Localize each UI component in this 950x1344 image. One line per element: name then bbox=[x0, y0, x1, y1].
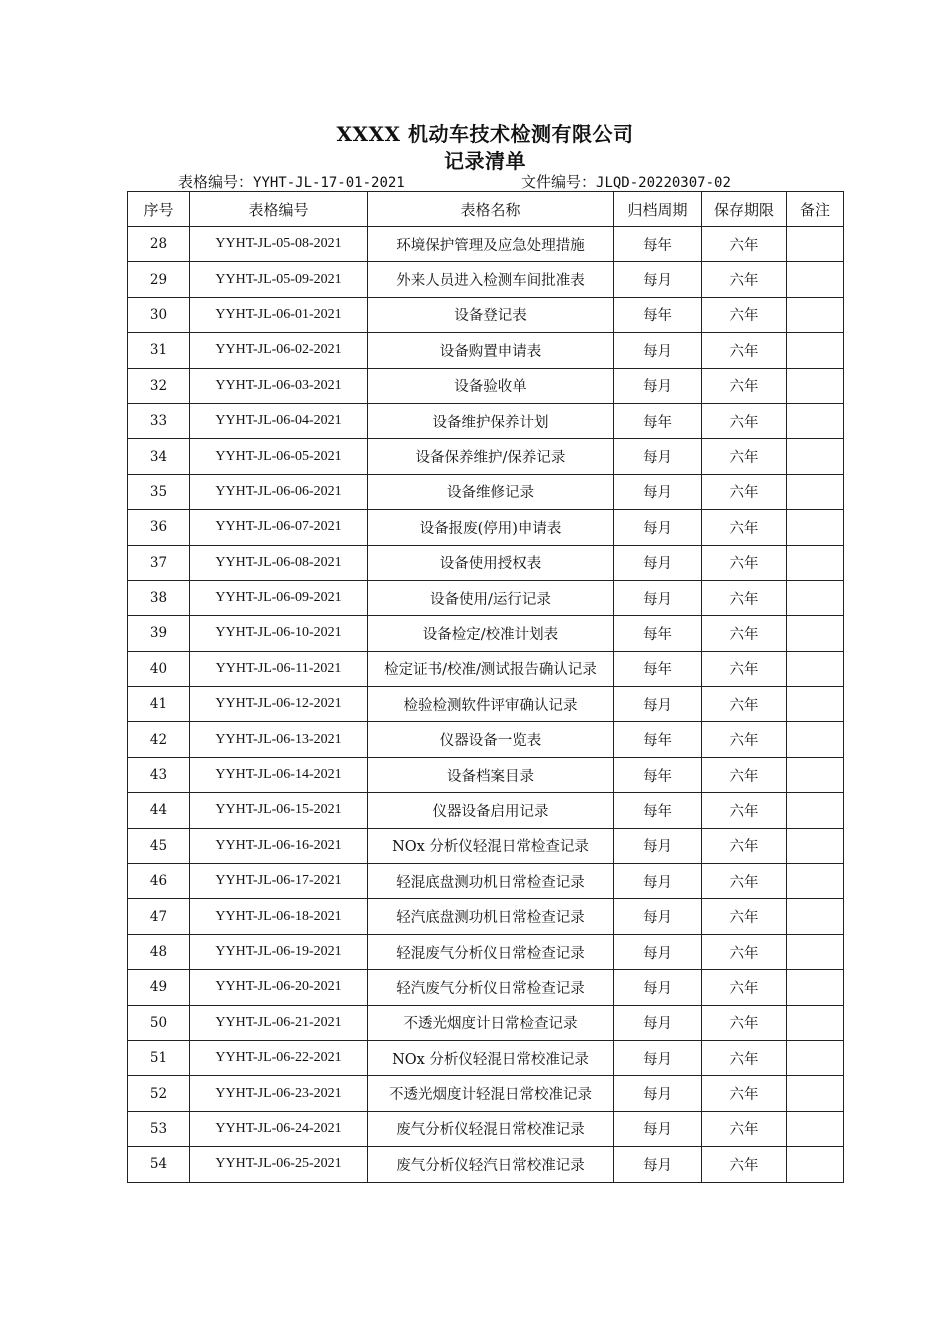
cell-seq: 45 bbox=[128, 828, 190, 863]
cell-form-code: YYHT-JL-06-03-2021 bbox=[190, 368, 368, 403]
cell-form-name: 环境保护管理及应急处理措施 bbox=[368, 227, 614, 262]
cell-seq: 36 bbox=[128, 510, 190, 545]
cell-archive-cycle: 每月 bbox=[614, 1040, 702, 1075]
cell-archive-cycle: 每月 bbox=[614, 439, 702, 474]
cell-archive-cycle: 每月 bbox=[614, 1076, 702, 1111]
cell-form-name: 设备检定/校准计划表 bbox=[368, 616, 614, 651]
table-row bbox=[128, 793, 844, 828]
table-row bbox=[128, 899, 844, 934]
cell-remarks bbox=[787, 1111, 844, 1146]
column-header-remarks: 备注 bbox=[787, 192, 844, 227]
cell-retention: 六年 bbox=[702, 510, 787, 545]
cell-seq: 44 bbox=[128, 793, 190, 828]
cell-remarks bbox=[787, 970, 844, 1005]
cell-retention: 六年 bbox=[702, 1111, 787, 1146]
file-number-value: JLQD-20220307-02 bbox=[596, 175, 731, 191]
cell-form-code: YYHT-JL-06-21-2021 bbox=[190, 1005, 368, 1040]
cell-archive-cycle: 每月 bbox=[614, 934, 702, 969]
cell-form-code: YYHT-JL-06-09-2021 bbox=[190, 580, 368, 615]
cell-form-name: 轻混底盘测功机日常检查记录 bbox=[368, 864, 614, 899]
table-row bbox=[128, 474, 844, 509]
cell-archive-cycle: 每月 bbox=[614, 333, 702, 368]
cell-form-code: YYHT-JL-06-11-2021 bbox=[190, 651, 368, 686]
cell-form-name: 设备档案目录 bbox=[368, 757, 614, 792]
file-number-label: 文件编号： bbox=[521, 173, 597, 191]
cell-retention: 六年 bbox=[702, 687, 787, 722]
table-row bbox=[128, 1040, 844, 1075]
cell-seq: 49 bbox=[128, 970, 190, 1005]
table-row bbox=[128, 651, 844, 686]
cell-form-code: YYHT-JL-05-09-2021 bbox=[190, 262, 368, 297]
cell-remarks bbox=[787, 510, 844, 545]
cell-archive-cycle: 每月 bbox=[614, 899, 702, 934]
cell-form-name: 废气分析仪轻混日常校准记录 bbox=[368, 1111, 614, 1146]
table-row bbox=[128, 722, 844, 757]
table-row bbox=[128, 403, 844, 438]
table-row bbox=[128, 828, 844, 863]
cell-remarks bbox=[787, 651, 844, 686]
cell-form-code: YYHT-JL-06-07-2021 bbox=[190, 510, 368, 545]
cell-seq: 29 bbox=[128, 262, 190, 297]
cell-archive-cycle: 每月 bbox=[614, 510, 702, 545]
cell-remarks bbox=[787, 1005, 844, 1040]
cell-remarks bbox=[787, 899, 844, 934]
cell-retention: 六年 bbox=[702, 333, 787, 368]
cell-seq: 28 bbox=[128, 227, 190, 262]
cell-remarks bbox=[787, 687, 844, 722]
cell-form-code: YYHT-JL-05-08-2021 bbox=[190, 227, 368, 262]
cell-seq: 53 bbox=[128, 1111, 190, 1146]
cell-retention: 六年 bbox=[702, 864, 787, 899]
cell-form-name: 不透光烟度计轻混日常校准记录 bbox=[368, 1076, 614, 1111]
cell-seq: 54 bbox=[128, 1147, 190, 1182]
cell-remarks bbox=[787, 828, 844, 863]
table-row bbox=[128, 439, 844, 474]
cell-form-name: 设备维护保养计划 bbox=[368, 403, 614, 438]
cell-archive-cycle: 每年 bbox=[614, 651, 702, 686]
cell-retention: 六年 bbox=[702, 545, 787, 580]
cell-retention: 六年 bbox=[702, 1147, 787, 1182]
cell-retention: 六年 bbox=[702, 580, 787, 615]
cell-form-code: YYHT-JL-06-15-2021 bbox=[190, 793, 368, 828]
cell-retention: 六年 bbox=[702, 899, 787, 934]
cell-form-name: 设备保养维护/保养记录 bbox=[368, 439, 614, 474]
cell-form-code: YYHT-JL-06-10-2021 bbox=[190, 616, 368, 651]
cell-seq: 51 bbox=[128, 1040, 190, 1075]
cell-archive-cycle: 每年 bbox=[614, 403, 702, 438]
cell-form-code: YYHT-JL-06-18-2021 bbox=[190, 899, 368, 934]
cell-remarks bbox=[787, 368, 844, 403]
cell-archive-cycle: 每月 bbox=[614, 1147, 702, 1182]
cell-seq: 47 bbox=[128, 899, 190, 934]
table-row bbox=[128, 934, 844, 969]
column-header-retention: 保存期限 bbox=[702, 192, 787, 227]
cell-archive-cycle: 每月 bbox=[614, 864, 702, 899]
cell-retention: 六年 bbox=[702, 757, 787, 792]
cell-remarks bbox=[787, 1147, 844, 1182]
cell-form-name: 检验检测软件评审确认记录 bbox=[368, 687, 614, 722]
cell-form-code: YYHT-JL-06-13-2021 bbox=[190, 722, 368, 757]
cell-form-name: 设备报废(停用)申请表 bbox=[368, 510, 614, 545]
cell-form-code: YYHT-JL-06-23-2021 bbox=[190, 1076, 368, 1111]
cell-form-name: 轻汽底盘测功机日常检查记录 bbox=[368, 899, 614, 934]
cell-form-name: 设备使用授权表 bbox=[368, 545, 614, 580]
file-number bbox=[521, 171, 731, 192]
cell-retention: 六年 bbox=[702, 474, 787, 509]
cell-seq: 33 bbox=[128, 403, 190, 438]
cell-remarks bbox=[787, 757, 844, 792]
cell-remarks bbox=[787, 793, 844, 828]
cell-retention: 六年 bbox=[702, 227, 787, 262]
cell-form-name: 设备使用/运行记录 bbox=[368, 580, 614, 615]
cell-retention: 六年 bbox=[702, 1005, 787, 1040]
table-row bbox=[128, 616, 844, 651]
cell-seq: 39 bbox=[128, 616, 190, 651]
cell-remarks bbox=[787, 934, 844, 969]
cell-remarks bbox=[787, 1076, 844, 1111]
cell-form-code: YYHT-JL-06-01-2021 bbox=[190, 297, 368, 332]
records-table-body bbox=[128, 227, 844, 1183]
cell-archive-cycle: 每月 bbox=[614, 828, 702, 863]
table-row bbox=[128, 864, 844, 899]
cell-form-name: 废气分析仪轻汽日常校准记录 bbox=[368, 1147, 614, 1182]
cell-form-name: 轻混废气分析仪日常检查记录 bbox=[368, 934, 614, 969]
cell-seq: 30 bbox=[128, 297, 190, 332]
cell-form-name: NOx 分析仪轻混日常检查记录 bbox=[368, 828, 614, 863]
cell-form-name: 仪器设备启用记录 bbox=[368, 793, 614, 828]
cell-seq: 42 bbox=[128, 722, 190, 757]
cell-archive-cycle: 每月 bbox=[614, 545, 702, 580]
table-row bbox=[128, 333, 844, 368]
cell-form-name: 检定证书/校准/测试报告确认记录 bbox=[368, 651, 614, 686]
table-row bbox=[128, 545, 844, 580]
cell-archive-cycle: 每月 bbox=[614, 474, 702, 509]
cell-form-code: YYHT-JL-06-12-2021 bbox=[190, 687, 368, 722]
cell-archive-cycle: 每月 bbox=[614, 687, 702, 722]
cell-archive-cycle: 每月 bbox=[614, 368, 702, 403]
table-row bbox=[128, 297, 844, 332]
cell-retention: 六年 bbox=[702, 722, 787, 757]
cell-seq: 40 bbox=[128, 651, 190, 686]
cell-retention: 六年 bbox=[702, 828, 787, 863]
cell-form-code: YYHT-JL-06-04-2021 bbox=[190, 403, 368, 438]
cell-archive-cycle: 每年 bbox=[614, 722, 702, 757]
cell-retention: 六年 bbox=[702, 793, 787, 828]
table-row bbox=[128, 580, 844, 615]
cell-form-name: 设备购置申请表 bbox=[368, 333, 614, 368]
cell-archive-cycle: 每月 bbox=[614, 262, 702, 297]
cell-archive-cycle: 每月 bbox=[614, 580, 702, 615]
cell-retention: 六年 bbox=[702, 439, 787, 474]
table-row bbox=[128, 1005, 844, 1040]
records-table bbox=[127, 191, 844, 1183]
cell-form-name: 轻汽废气分析仪日常检查记录 bbox=[368, 970, 614, 1005]
document-title: 记录清单 bbox=[444, 149, 526, 173]
column-header-archive-cycle: 归档周期 bbox=[614, 192, 702, 227]
cell-retention: 六年 bbox=[702, 616, 787, 651]
cell-form-name: 仪器设备一览表 bbox=[368, 722, 614, 757]
cell-seq: 37 bbox=[128, 545, 190, 580]
cell-form-code: YYHT-JL-06-20-2021 bbox=[190, 970, 368, 1005]
cell-retention: 六年 bbox=[702, 934, 787, 969]
cell-seq: 32 bbox=[128, 368, 190, 403]
cell-form-code: YYHT-JL-06-14-2021 bbox=[190, 757, 368, 792]
cell-form-code: YYHT-JL-06-17-2021 bbox=[190, 864, 368, 899]
cell-remarks bbox=[787, 545, 844, 580]
table-row bbox=[128, 757, 844, 792]
cell-remarks bbox=[787, 580, 844, 615]
column-header-form-name: 表格名称 bbox=[368, 192, 614, 227]
cell-form-name: 设备验收单 bbox=[368, 368, 614, 403]
cell-archive-cycle: 每年 bbox=[614, 616, 702, 651]
cell-seq: 38 bbox=[128, 580, 190, 615]
cell-remarks bbox=[787, 474, 844, 509]
cell-archive-cycle: 每年 bbox=[614, 297, 702, 332]
cell-form-name: 外来人员进入检测车间批准表 bbox=[368, 262, 614, 297]
cell-seq: 34 bbox=[128, 439, 190, 474]
table-row bbox=[128, 1111, 844, 1146]
cell-form-code: YYHT-JL-06-24-2021 bbox=[190, 1111, 368, 1146]
cell-remarks bbox=[787, 333, 844, 368]
cell-form-code: YYHT-JL-06-16-2021 bbox=[190, 828, 368, 863]
cell-seq: 50 bbox=[128, 1005, 190, 1040]
cell-seq: 41 bbox=[128, 687, 190, 722]
cell-form-name: 设备登记表 bbox=[368, 297, 614, 332]
table-row bbox=[128, 1147, 844, 1182]
cell-retention: 六年 bbox=[702, 970, 787, 1005]
column-header-seq: 序号 bbox=[128, 192, 190, 227]
cell-form-name: 不透光烟度计日常检查记录 bbox=[368, 1005, 614, 1040]
cell-remarks bbox=[787, 722, 844, 757]
cell-retention: 六年 bbox=[702, 262, 787, 297]
cell-remarks bbox=[787, 439, 844, 474]
cell-retention: 六年 bbox=[702, 1040, 787, 1075]
company-title: XXXX 机动车技术检测有限公司 bbox=[336, 122, 634, 146]
cell-archive-cycle: 每月 bbox=[614, 970, 702, 1005]
cell-form-name: 设备维修记录 bbox=[368, 474, 614, 509]
form-number bbox=[178, 171, 405, 192]
cell-archive-cycle: 每年 bbox=[614, 757, 702, 792]
cell-seq: 52 bbox=[128, 1076, 190, 1111]
cell-retention: 六年 bbox=[702, 1076, 787, 1111]
cell-remarks bbox=[787, 262, 844, 297]
cell-seq: 48 bbox=[128, 934, 190, 969]
table-row bbox=[128, 1076, 844, 1111]
cell-form-code: YYHT-JL-06-02-2021 bbox=[190, 333, 368, 368]
cell-remarks bbox=[787, 864, 844, 899]
cell-seq: 31 bbox=[128, 333, 190, 368]
table-row bbox=[128, 368, 844, 403]
cell-remarks bbox=[787, 1040, 844, 1075]
cell-form-code: YYHT-JL-06-22-2021 bbox=[190, 1040, 368, 1075]
cell-remarks bbox=[787, 297, 844, 332]
cell-form-code: YYHT-JL-06-08-2021 bbox=[190, 545, 368, 580]
table-row bbox=[128, 687, 844, 722]
cell-retention: 六年 bbox=[702, 297, 787, 332]
table-row bbox=[128, 510, 844, 545]
column-header-form-code: 表格编号 bbox=[190, 192, 368, 227]
table-row bbox=[128, 970, 844, 1005]
cell-archive-cycle: 每月 bbox=[614, 1111, 702, 1146]
cell-archive-cycle: 每年 bbox=[614, 227, 702, 262]
cell-form-code: YYHT-JL-06-05-2021 bbox=[190, 439, 368, 474]
cell-form-name: NOx 分析仪轻混日常校准记录 bbox=[368, 1040, 614, 1075]
cell-seq: 46 bbox=[128, 864, 190, 899]
cell-form-code: YYHT-JL-06-19-2021 bbox=[190, 934, 368, 969]
cell-remarks bbox=[787, 403, 844, 438]
cell-remarks bbox=[787, 227, 844, 262]
cell-archive-cycle: 每月 bbox=[614, 1005, 702, 1040]
cell-form-code: YYHT-JL-06-25-2021 bbox=[190, 1147, 368, 1182]
cell-retention: 六年 bbox=[702, 403, 787, 438]
cell-remarks bbox=[787, 616, 844, 651]
cell-seq: 43 bbox=[128, 757, 190, 792]
cell-archive-cycle: 每年 bbox=[614, 793, 702, 828]
form-number-label: 表格编号： bbox=[178, 173, 254, 191]
table-row bbox=[128, 227, 844, 262]
cell-retention: 六年 bbox=[702, 368, 787, 403]
cell-seq: 35 bbox=[128, 474, 190, 509]
table-row bbox=[128, 262, 844, 297]
table-header-row bbox=[128, 192, 844, 227]
cell-form-code: YYHT-JL-06-06-2021 bbox=[190, 474, 368, 509]
cell-retention: 六年 bbox=[702, 651, 787, 686]
form-number-value: YYHT-JL-17-01-2021 bbox=[253, 175, 405, 191]
